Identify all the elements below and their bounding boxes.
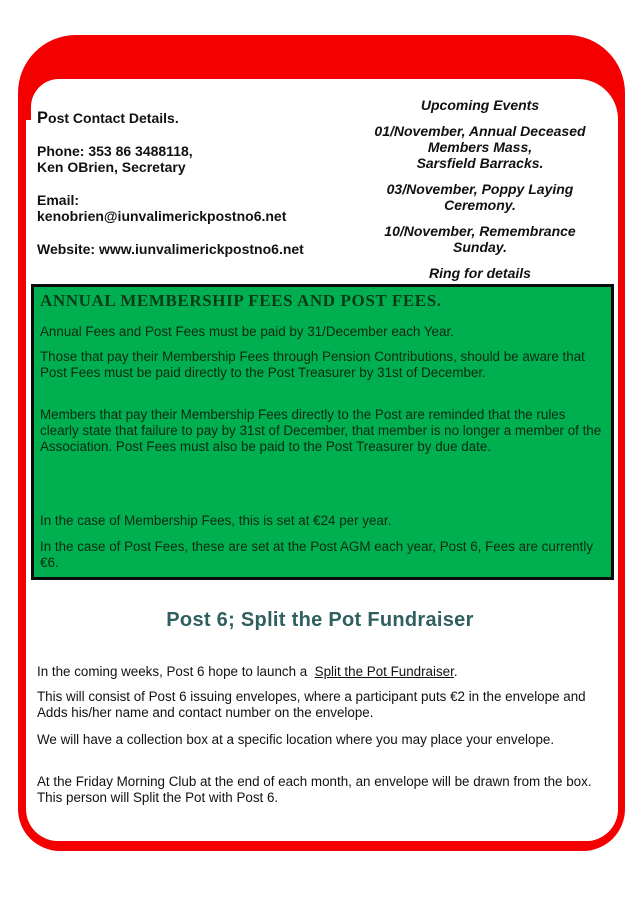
fees-heading: ANNUAL MEMBERSHIP FEES AND POST FEES. bbox=[40, 291, 442, 310]
fees-paragraph-text: In the case of Post Fees, these are set at the Post AGM each year, Post 6, Fees are currently €6. bbox=[40, 539, 594, 570]
contact-email-label: Email: bbox=[37, 192, 80, 208]
event-line: Sunday. bbox=[453, 239, 507, 255]
event-line: Members Mass, bbox=[427, 139, 533, 155]
event-line: 03/November, Poppy Laying bbox=[386, 181, 574, 197]
contact-title-initial: P bbox=[37, 109, 49, 127]
event-line: Ceremony. bbox=[444, 197, 516, 213]
split-pot-heading: Post 6; Split the Pot Fundraiser bbox=[166, 609, 474, 631]
contact-email-link[interactable]: kenobrien@iunvalimerickpostno6.net bbox=[37, 208, 287, 224]
event-line: 01/November, Annual Deceased bbox=[374, 123, 586, 139]
pot-paragraph bbox=[37, 689, 597, 721]
pot-intro bbox=[37, 664, 597, 680]
pot-paragraph bbox=[37, 774, 597, 806]
post-contact-details bbox=[37, 110, 347, 274]
contact-name: Ken OBrien, Secretary bbox=[37, 159, 186, 175]
fees-paragraph bbox=[40, 513, 606, 529]
event-line: Sarsfield Barracks. bbox=[416, 155, 544, 171]
fees-paragraph bbox=[40, 324, 606, 340]
split-pot-link[interactable]: Split the Pot Fundraiser bbox=[314, 664, 454, 679]
pot-paragraph-text: At the Friday Morning Club at the end of each month, an envelope will be drawn from the box. This person will Split the Pot with Post 6. bbox=[37, 774, 592, 805]
fees-paragraph-text: Annual Fees and Post Fees must be paid by 31/December each Year. bbox=[40, 324, 454, 339]
pot-intro-end: . bbox=[453, 664, 458, 679]
event-line: 10/November, Remembrance bbox=[384, 223, 576, 239]
events-title: Upcoming Events bbox=[420, 97, 540, 113]
fees-paragraph bbox=[40, 349, 606, 381]
contact-phone: Phone: 353 86 3488118, bbox=[37, 143, 193, 159]
fees-paragraph bbox=[40, 539, 606, 571]
contact-website[interactable] bbox=[37, 241, 347, 257]
contact-title-rest: ost Contact Details. bbox=[48, 110, 179, 126]
upcoming-events bbox=[352, 97, 608, 291]
events-footer: Ring for details bbox=[429, 265, 531, 281]
pot-paragraph bbox=[37, 732, 597, 748]
event-item bbox=[352, 123, 608, 171]
contact-phone-block bbox=[37, 143, 347, 175]
contact-email-block bbox=[37, 192, 347, 224]
fees-paragraph bbox=[40, 407, 606, 455]
pot-intro-text: In the coming weeks, Post 6 hope to launch a bbox=[37, 664, 315, 679]
membership-fees-box bbox=[31, 284, 614, 580]
contact-title bbox=[37, 110, 347, 126]
fees-paragraph-text: Those that pay their Membership Fees through Pension Contributions, should be aware that Post Fees must be paid directly to the Post Treasurer by 31st of December. bbox=[40, 349, 585, 380]
fees-paragraph-text: In the case of Membership Fees, this is set at €24 per year. bbox=[40, 513, 392, 528]
contact-website-text[interactable]: Website: www.iunvalimerickpostno6.net bbox=[37, 241, 304, 257]
pot-paragraph-text: We will have a collection box at a specific location where you may place your envelope. bbox=[37, 732, 555, 747]
fees-paragraph-text: Members that pay their Membership Fees directly to the Post are reminded that the rules clearly state that failure to pay by 31st of December, that member is no longer a member of the Association. Post Fees must also be paid to the Post Treasurer by due date. bbox=[40, 407, 602, 454]
event-item bbox=[352, 223, 608, 255]
event-item bbox=[352, 181, 608, 213]
pot-paragraph-text: This will consist of Post 6 issuing envelopes, where a participant puts €2 in the envelope and Adds his/her name and contact number on the envelope. bbox=[37, 689, 586, 720]
